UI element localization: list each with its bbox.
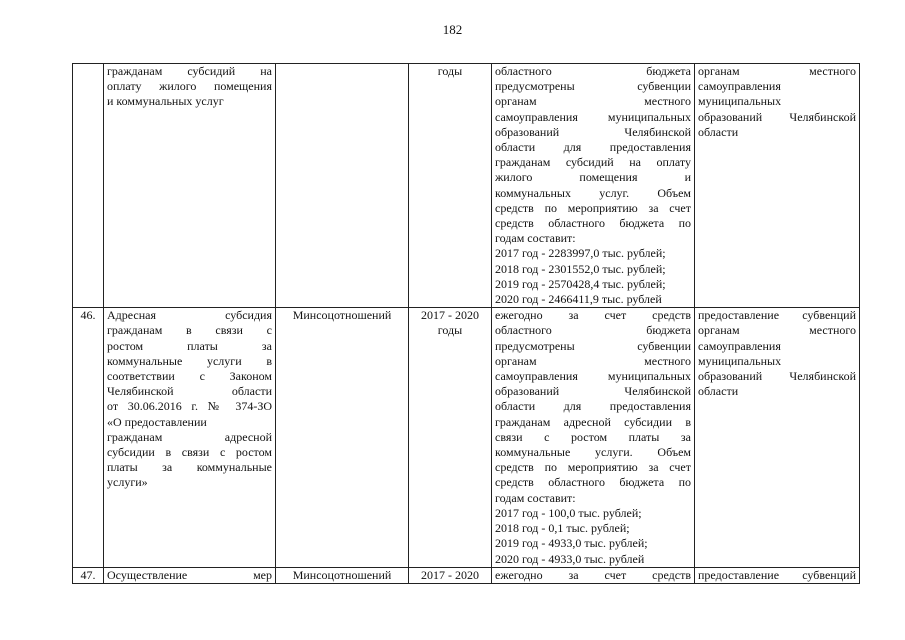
text-line: Осуществление мер [107,567,272,582]
text-line: предоставление субвенций [698,308,856,323]
cell-number: 46. [73,308,104,567]
text-line: коммунальные услуги. Объем [495,445,691,460]
text-line: самоуправления [698,338,781,353]
text-line: гражданам в связи с [107,323,272,338]
text-line: связи с ростом платы за [495,429,691,444]
text-line: от 30.06.2016 г. № 374-ЗО [107,399,272,414]
cell-number: 47. [73,567,104,583]
text-line: предусмотрены субвенции [495,79,691,94]
cell-measure-name [104,567,276,583]
cell-period [409,64,492,308]
text-line: гражданам субсидий на [107,64,272,78]
text-line: образований Челябинской [495,384,691,399]
text-line: соответствии с Законом [107,369,272,384]
text-line: гражданам адресной [107,429,272,444]
text-line: образований Челябинской [495,124,691,139]
text-line: областного бюджета [495,64,691,78]
text-line: ежегодно за счет средств [495,308,691,323]
text-line: средств по мероприятию за счет [495,460,691,475]
text-line: гражданам субсидий на оплату [495,155,691,170]
page-number: 182 [442,22,463,37]
text-line: муниципальных [698,353,782,368]
text-line: Адресная субсидия [107,308,272,323]
text-line: самоуправления муниципальных [495,369,691,384]
text-line: органам местного [495,94,691,109]
text-line: коммунальных услуг. Объем [495,185,691,200]
text-line: субсидии в связи с ростом [107,445,272,460]
text-line: предоставление субвенций [698,567,856,582]
text-line: органам местного [698,323,856,338]
text-line: годы [437,64,463,78]
text-line: 2019 год - 4933,0 тыс. рублей; [495,536,648,551]
text-line: годы [437,323,463,338]
text-line: оплату жилого помещения [107,79,272,94]
text-line: органам местного [495,353,691,368]
text-line: средств по мероприятию за счет [495,200,691,215]
text-line: 2018 год - 2301552,0 тыс. рублей; [495,261,666,276]
text-line: области [698,124,739,139]
table-body [73,64,860,584]
text-line: самоуправления [698,79,781,94]
text-line: предусмотрены субвенции [495,338,691,353]
table-row [73,308,860,567]
text-line: «О предоставлении [107,414,207,429]
text-line: 2017 - 2020 [421,567,479,582]
cell-description [492,64,695,308]
cell-expected-result [695,308,860,567]
text-line: ежегодно за счет средств [495,567,691,582]
text-line: и коммунальных услуг [107,94,224,109]
cell-description [492,567,695,583]
text-line: области для предоставления [495,140,691,155]
text-line: услуги» [107,475,148,490]
text-line: 2017 год - 2283997,0 тыс. рублей; [495,246,666,261]
text-line: 2017 - 2020 [421,308,479,323]
text-line: образований Челябинской [698,369,856,384]
cell-measure-name [104,64,276,308]
cell-description [492,308,695,567]
text-line: 2020 год - 2466411,9 тыс. рублей [495,292,662,307]
text-line: области для предоставления [495,399,691,414]
table-row [73,64,860,308]
measures-table [72,63,860,584]
cell-number [73,64,104,308]
cell-executor: Минсоцотношений [276,308,409,567]
text-line: средств областного бюджета по [495,475,691,490]
cell-period [409,567,492,583]
text-line: средств областного бюджета по [495,216,691,231]
text-line: органам местного [698,64,856,78]
cell-period [409,308,492,567]
text-line: 2018 год - 0,1 тыс. рублей; [495,521,630,536]
text-line: образований Челябинской [698,109,856,124]
text-line: области [698,384,739,399]
cell-expected-result [695,567,860,583]
text-line: годам составит: [495,231,576,246]
cell-executor [276,64,409,308]
text-line: самоуправления муниципальных [495,109,691,124]
cell-measure-name [104,308,276,567]
text-line: жилого помещения и [495,170,691,185]
text-line: 2020 год - 4933,0 тыс. рублей [495,551,645,566]
text-line: платы за коммунальные [107,460,272,475]
text-line: 2019 год - 2570428,4 тыс. рублей; [495,276,666,291]
cell-expected-result [695,64,860,308]
text-line: ростом платы за [107,338,272,353]
table-row [73,567,860,583]
text-line: 2017 год - 100,0 тыс. рублей; [495,505,642,520]
text-line: муниципальных [698,94,782,109]
text-line: областного бюджета [495,323,691,338]
text-line: коммунальные услуги в [107,353,272,368]
text-line: Челябинской области [107,384,272,399]
text-line: годам составит: [495,490,576,505]
cell-executor: Минсоцотношений [276,567,409,583]
text-line: гражданам адресной субсидии в [495,414,691,429]
